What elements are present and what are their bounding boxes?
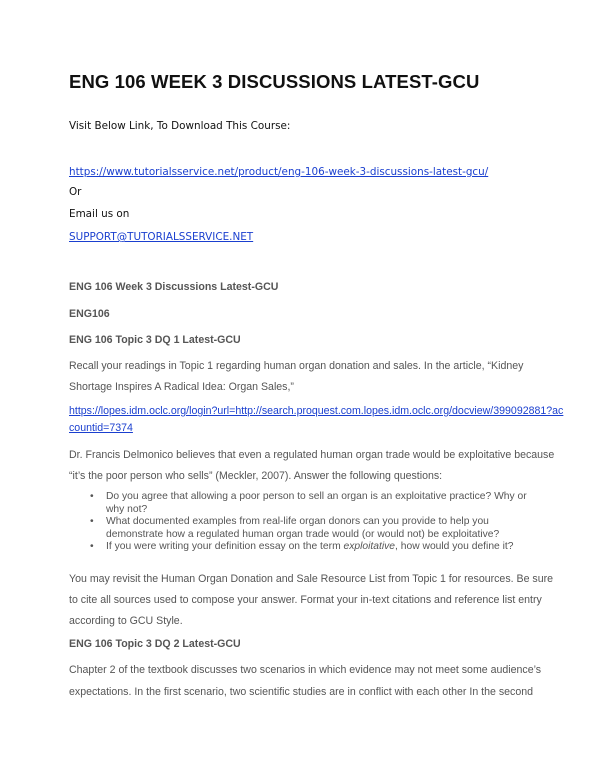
- support-email-link[interactable]: SUPPORT@TUTORIALSSERVICE.NET: [69, 231, 254, 243]
- bullet-icon: •: [90, 491, 94, 502]
- dq1-paragraph-line: You may revisit the Human Organ Donation and Sale Resource List from Topic 1 for resources. Be sure: [69, 573, 554, 585]
- page-title: ENG 106 WEEK 3 DISCUSSIONS LATEST-GCU: [69, 71, 480, 92]
- bullet-icon: •: [90, 516, 94, 527]
- visit-link-text: Visit Below Link, To Download This Course:: [69, 120, 291, 132]
- dq1-paragraph-line: Recall your readings in Topic 1 regarding human organ donation and sales. In the article, “Kidney: [69, 360, 524, 372]
- dq2-heading: ENG 106 Topic 3 DQ 2 Latest-GCU: [69, 638, 241, 650]
- bullet-icon: •: [90, 541, 94, 552]
- list-item: • Do you agree that allowing a poor person to sell an organ is an exploitative practice? Why or why not?: [90, 491, 527, 515]
- dq1-paragraph-line: “it’s the poor person who sells” (Meckler, 2007). Answer the following questions:: [69, 470, 443, 482]
- dq1-heading: ENG 106 Topic 3 DQ 1 Latest-GCU: [69, 334, 241, 346]
- list-item: • If you were writing your definition essay on the term exploitative, how would you define it?: [90, 541, 514, 552]
- dq1-paragraph-line: Dr. Francis Delmonico believes that even a regulated human organ trade would be exploitative because: [69, 449, 555, 461]
- main-heading: ENG 106 Week 3 Discussions Latest-GCU: [69, 281, 279, 293]
- dq1-paragraph-line: to cite all sources used to compose your answer. Format your in-text citations and reference list entry: [69, 594, 542, 606]
- dq2-paragraph-line: expectations. In the first scenario, two scientific studies are in conflict with each other In the second: [69, 686, 534, 698]
- article-link-line1[interactable]: https://lopes.idm.oclc.org/login?url=http://search.proquest.com.lopes.idm.oclc.org/docview/399092881?ac: [69, 405, 564, 417]
- or-text: Or: [69, 186, 82, 198]
- email-us-text: Email us on: [69, 208, 130, 220]
- dq1-paragraph-line: according to GCU Style.: [69, 615, 183, 627]
- course-code: ENG106: [69, 308, 110, 320]
- article-link-line2[interactable]: countid=7374: [69, 422, 133, 434]
- term-exploitative: exploitative: [343, 541, 396, 552]
- course-download-link[interactable]: https://www.tutorialsservice.net/product/eng-106-week-3-discussions-latest-gcu/: [69, 166, 489, 178]
- dq1-paragraph-line: Shortage Inspires A Radical Idea: Organ Sales,”: [69, 381, 294, 393]
- list-item: • What documented examples from real-life organ donors can you provide to help you demonstrate how a regulated human organ trade would (or would not) be exploitative?: [90, 516, 500, 540]
- dq2-paragraph-line: Chapter 2 of the textbook discusses two scenarios in which evidence may not meet some audience’s: [69, 664, 542, 676]
- question-list: [90, 491, 530, 554]
